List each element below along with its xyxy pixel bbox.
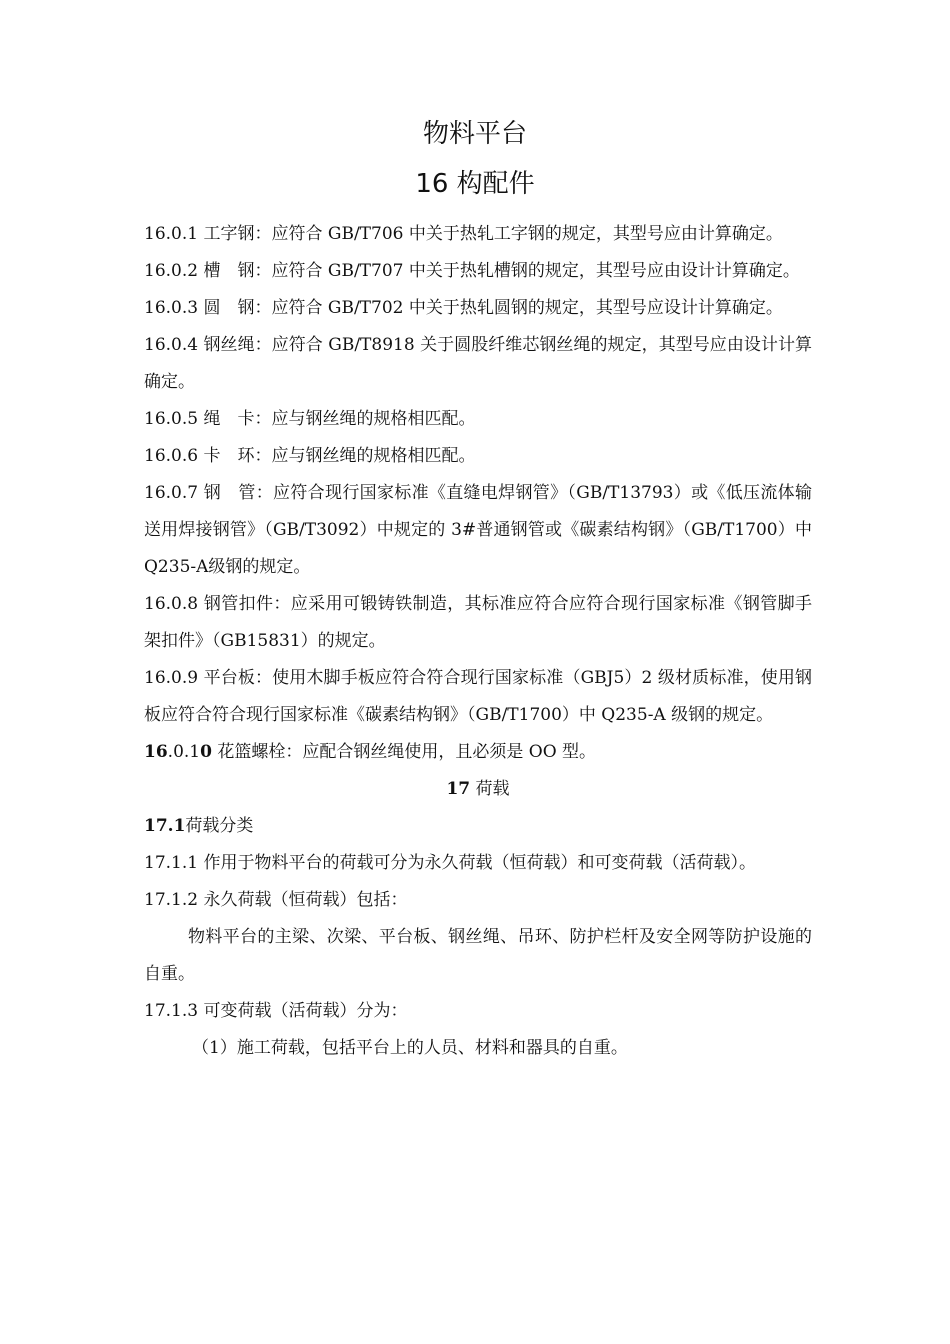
- section-17-1-heading: [144, 808, 812, 845]
- clause-16-0-9: 16.0.9 平台板：使用木脚手板应符合符合现行国家标准（GBJ5）2 级材质标准，使用钢板应符合符合现行国家标准《碳素结构钢》（GB/T1700）中 Q235-A 级钢的规定。: [144, 668, 812, 725]
- clause-16-0-2: 16.0.2 槽 钢：应符合 GB/T707 中关于热轧槽钢的规定，其型号应由设计计算确定。: [144, 261, 800, 281]
- clause-16-0-5: 16.0.5 绳 卡：应与钢丝绳的规格相匹配。: [144, 409, 476, 429]
- document-body: [144, 216, 812, 1067]
- clause-17-1-1: 17.1.1 作用于物料平台的荷载可分为永久荷载（恒荷载）和可变荷载（活荷载）。: [144, 853, 756, 873]
- clause-16-0-7: 16.0.7 钢 管：应符合现行国家标准《直缝电焊钢管》（GB/T13793）或《低压流体输送用焊接钢管》（GB/T3092）中规定的 3#普通钢管或《碳素结构钢》（GB/T1700）中Q235-A级钢的规定。: [144, 483, 812, 577]
- clause-17-1-2: 17.1.2 永久荷载（恒荷载）包括：: [144, 890, 408, 910]
- section-number: 17.1: [144, 816, 186, 836]
- clause-16-0-1: 16.0.1 工字钢：应符合 GB/T706 中关于热轧工字钢的规定，其型号应由计算确定。: [144, 224, 783, 244]
- chapter-text: 荷载: [470, 779, 510, 799]
- chapter-16-title: 16 构配件: [415, 169, 535, 199]
- clause-number-part: 0: [200, 742, 212, 762]
- clause-16-0-4: 16.0.4 钢丝绳：应符合 GB/T8918 关于圆股纤维芯钢丝绳的规定，其型号应由设计计算确定。: [144, 335, 812, 392]
- page-title: 物料平台: [422, 119, 527, 149]
- clause-number-part: .0.1: [167, 742, 201, 762]
- chapter-17-title: [144, 771, 812, 808]
- clause-16-0-10: [144, 734, 812, 771]
- clause-text: 花篮螺栓：应配合钢丝绳使用，且必须是 OO 型。: [211, 742, 597, 762]
- clause-17-1-3: 17.1.3 可变荷载（活荷载）分为：: [144, 1001, 408, 1021]
- clause-17-1-2-body: 物料平台的主梁、次梁、平台板、钢丝绳、吊环、防护栏杆及安全网等防护设施的自重。: [144, 927, 812, 984]
- clause-number-part: 16: [144, 742, 168, 762]
- clause-16-0-8: 16.0.8 钢管扣件：应采用可锻铸铁制造，其标准应符合应符合现行国家标准《钢管脚手架扣件》（GB15831）的规定。: [144, 594, 812, 651]
- clause-16-0-3: 16.0.3 圆 钢：应符合 GB/T702 中关于热轧圆钢的规定，其型号应设计计算确定。: [144, 298, 783, 318]
- clause-17-1-3-item-1: （1）施工荷载，包括平台上的人员、材料和器具的自重。: [192, 1038, 628, 1058]
- section-text: 荷载分类: [185, 816, 254, 836]
- clause-16-0-6: 16.0.6 卡 环：应与钢丝绳的规格相匹配。: [144, 446, 476, 466]
- chapter-number: 17: [446, 779, 471, 799]
